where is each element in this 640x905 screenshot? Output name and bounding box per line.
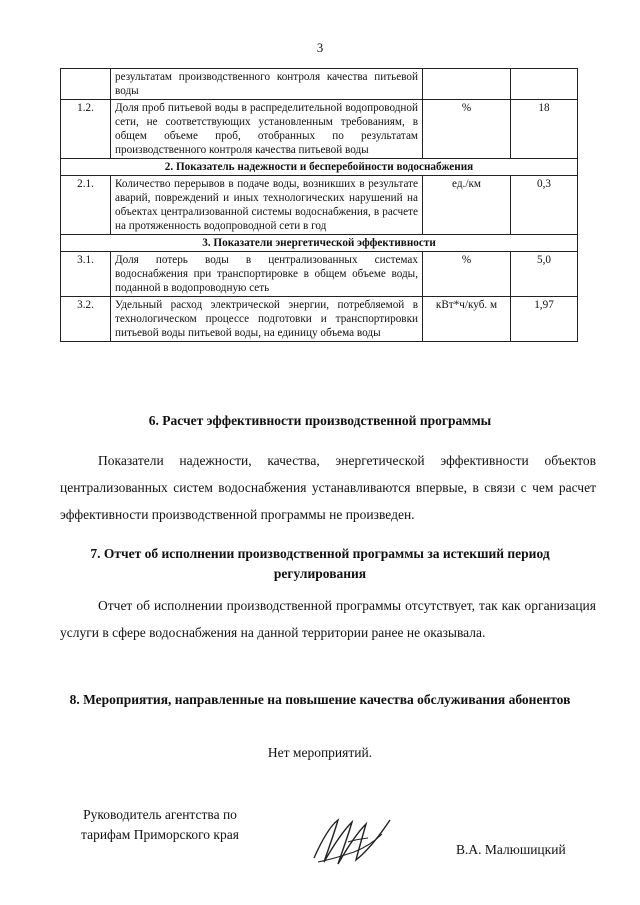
unit-of-measure: кВт*ч/куб. м <box>423 297 511 342</box>
table-section-row <box>61 235 578 252</box>
indicator-description: Удельный расход электрической энергии, потребляемой в технологическом процессе подготовки и транспортировки питьевой воды питьевой воды, на единицу объема воды <box>111 297 423 342</box>
row-number: 3.1. <box>61 252 111 297</box>
section-title: 3. Показатели энергетической эффективности <box>61 235 578 252</box>
section-title: 2. Показатель надежности и бесперебойности водоснабжения <box>61 159 578 176</box>
indicator-description: Доля проб питьевой воды в распределительной водопроводной сети, не соответствующих установленным требованиям, в общем объеме проб, отобранных по результатам производственного контроля качества питьевой воды <box>111 100 423 159</box>
table-row <box>61 297 578 342</box>
indicator-value: 18 <box>511 100 578 159</box>
indicator-description: Количество перерывов в подаче воды, возникших в результате аварий, повреждений и иных технологических нарушений на объектах централизованной системы водоснабжения, в расчете на протяженность водопроводной сети в год <box>111 176 423 235</box>
indicators-table <box>60 68 578 342</box>
unit-of-measure: ед./км <box>423 176 511 235</box>
indicator-value: 0,3 <box>511 176 578 235</box>
indicator-value <box>511 69 578 100</box>
indicator-value: 5,0 <box>511 252 578 297</box>
indicator-description: результатам производственного контроля качества питьевой воды <box>111 69 423 100</box>
section-8-heading: 8. Мероприятия, направленные на повышение качества обслуживания абонентов <box>69 692 571 707</box>
indicator-value: 1,97 <box>511 297 578 342</box>
section-6-heading: 6. Расчет эффективности производственной программы <box>148 413 492 428</box>
unit-of-measure: % <box>423 252 511 297</box>
row-number: 2.1. <box>61 176 111 235</box>
table-section-row <box>61 159 578 176</box>
signatory-position: Руководитель агентства по тарифам Приморского края <box>81 807 239 842</box>
row-number: 1.2. <box>61 100 111 159</box>
signatory-name: В.А. Малюшицкий <box>456 842 566 857</box>
table-row <box>61 100 578 159</box>
table-row <box>61 176 578 235</box>
table-row <box>61 69 578 100</box>
unit-of-measure <box>423 69 511 100</box>
section-8-text: Нет мероприятий. <box>267 745 373 760</box>
row-number: 3.2. <box>61 297 111 342</box>
page-number: 3 <box>316 40 324 55</box>
indicator-description: Доля потерь воды в централизованных системах водоснабжения при транспортировке в общем объеме воды, поданной в водопроводную сеть <box>111 252 423 297</box>
row-number <box>61 69 111 100</box>
section-6-text: Показатели надежности, качества, энергетической эффективности объектов централизованных систем водоснабжения устанавливаются впервые, в связи с чем расчет эффективности производственной программы не произведен. <box>60 453 596 522</box>
section-7-heading: 7. Отчет об исполнении производственной программы за истекший период регулирования <box>90 546 550 581</box>
section-7-text: Отчет об исполнении производственной программы отсутствует, так как организация услуги в сфере водоснабжения на данной территории ранее не оказывала. <box>60 598 596 640</box>
unit-of-measure: % <box>423 100 511 159</box>
table-row <box>61 252 578 297</box>
handwritten-signature <box>308 812 398 872</box>
